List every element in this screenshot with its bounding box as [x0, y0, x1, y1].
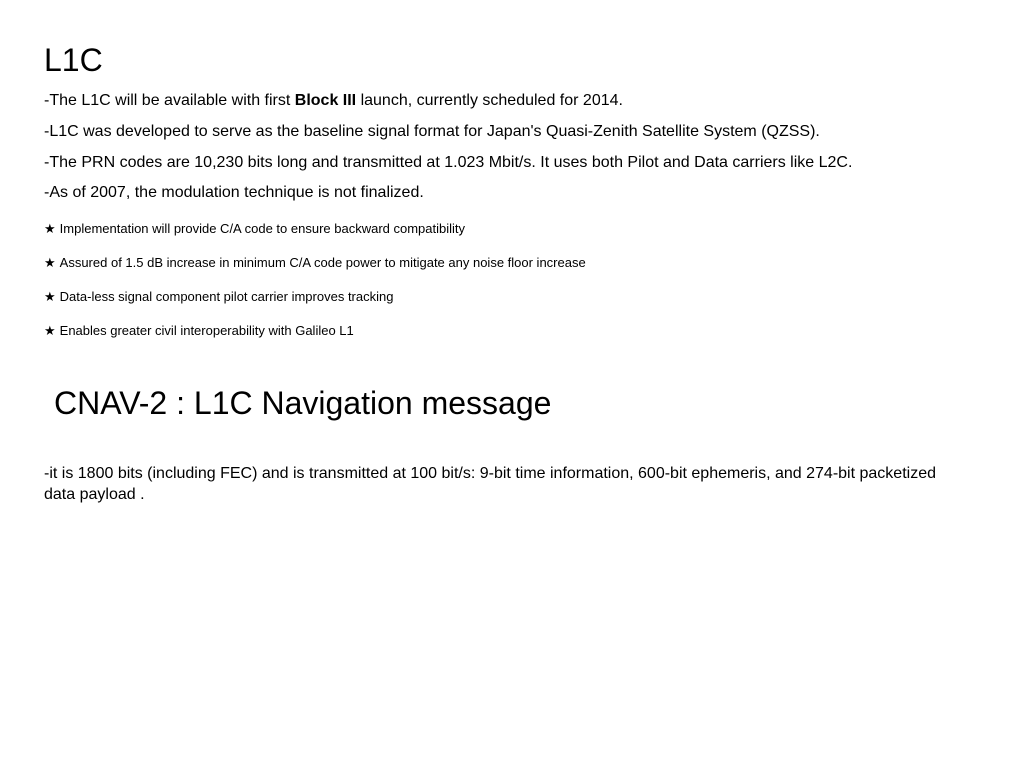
slide-title: L1C [44, 42, 103, 78]
bullet-item [44, 323, 354, 339]
paragraph-block-iii-before: -The L1C will be available with first [44, 92, 295, 109]
star-icon: ★ [44, 323, 56, 338]
star-icon: ★ [44, 221, 56, 236]
bullet-item [44, 289, 393, 305]
star-icon: ★ [44, 289, 56, 304]
paragraph-modulation: -As of 2007, the modulation technique is not finalized. [44, 184, 424, 201]
star-icon: ★ [44, 255, 56, 270]
bullet-text: Enables greater civil interoperability with Galileo L1 [59, 323, 354, 338]
bullet-text: Assured of 1.5 dB increase in minimum C/A code power to mitigate any noise floor increase [59, 255, 586, 270]
bullet-item [44, 221, 465, 237]
bullet-item [44, 255, 586, 271]
paragraph-navigation-message: -it is 1800 bits (including FEC) and is transmitted at 100 bit/s: 9-bit time information, 600-bit ephemeris, and 274-bit packetized data payload . [44, 465, 936, 503]
bullet-text: Implementation will provide C/A code to ensure backward compatibility [59, 221, 466, 236]
paragraph-qzss: -L1C was developed to serve as the baseline signal format for Japan's Quasi-Zenith Satellite System (QZSS). [44, 123, 820, 140]
paragraph-prn-codes: -The PRN codes are 10,230 bits long and transmitted at 1.023 Mbit/s. It uses both Pilot and Data carriers like L2C. [44, 154, 853, 171]
paragraph-block-iii [44, 91, 623, 111]
paragraph-block-iii-after: launch, currently scheduled for 2014. [356, 92, 623, 109]
bullet-text: Data-less signal component pilot carrier improves tracking [59, 289, 394, 304]
block-iii-bold-text: Block III [294, 92, 357, 109]
section-heading-cnav2: CNAV-2 : L1C Navigation message [54, 385, 552, 421]
